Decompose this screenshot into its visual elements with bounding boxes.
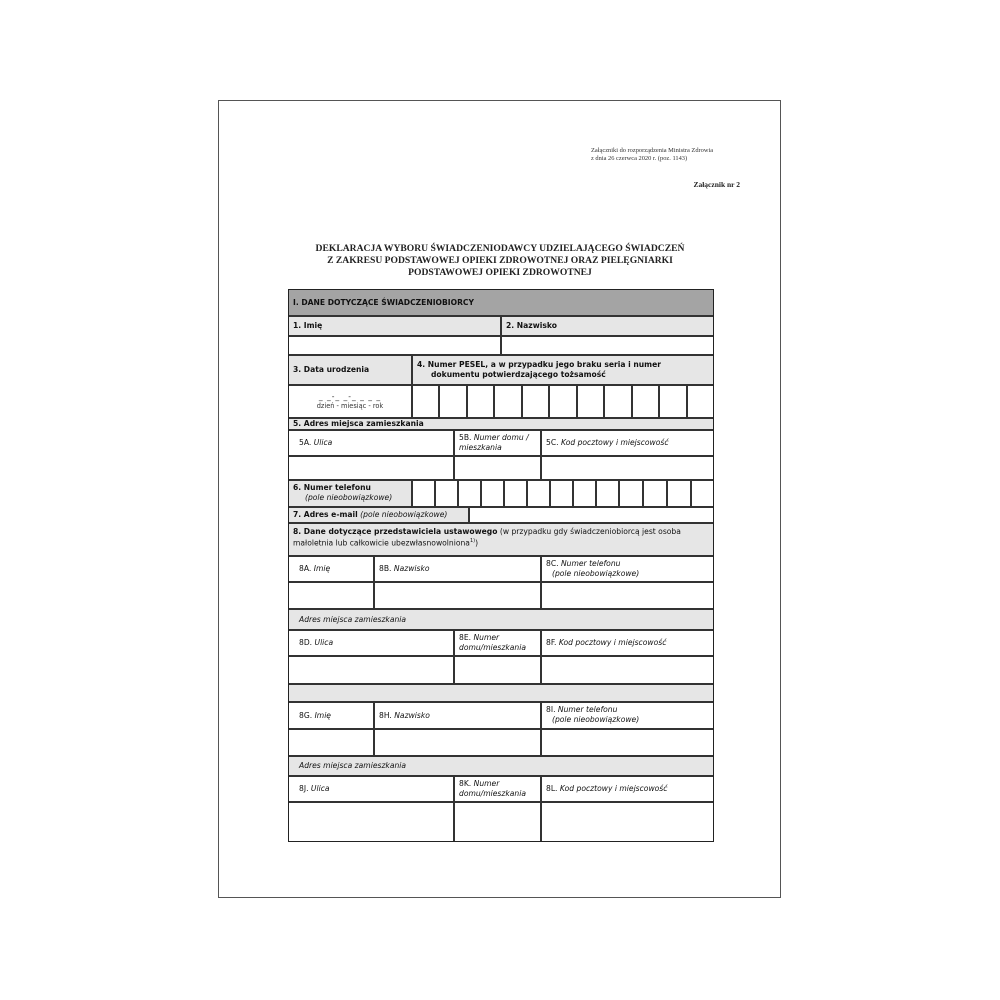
field-8g-first-name-label [288, 702, 374, 729]
field-8g-number: 8G. [299, 710, 313, 720]
title-line3: PODSTAWOWEJ OPIEKI ZDROWOTNEJ [408, 267, 592, 278]
field-8h-number: 8H. [379, 710, 392, 720]
annex-number: Załącznik nr 2 [693, 180, 740, 189]
rep2-house-number-input[interactable] [454, 802, 541, 842]
phone-digit-box[interactable] [458, 480, 481, 507]
birth-date-format-hint: dzień - miesiąc - rok [316, 401, 384, 410]
field-5c-text: Kod pocztowy i miejscowość [560, 438, 669, 448]
phone-digit-box[interactable] [504, 480, 527, 507]
title-line2: Z ZAKRESU PODSTAWOWEJ OPIEKI ZDROWOTNEJ ORAZ PIELĘGNIARKI [327, 255, 673, 266]
field-8k-number: 8K. [459, 779, 472, 788]
regulation-note-line1: Załączniki do rozporządzenia Ministra Zdrowia [591, 147, 714, 154]
field-8c-text: Numer telefonu [560, 559, 621, 568]
field-4-label-line2: dokumentu potwierdzającego tożsamość [431, 369, 606, 379]
field-4-label-line1: 4. Numer PESEL, a w przypadku jego braku seria i numer [417, 360, 661, 369]
phone-digit-box[interactable] [573, 480, 596, 507]
pesel-digit-box[interactable] [494, 385, 522, 418]
field-1-first-name-label: 1. Imię [288, 316, 501, 336]
rep2-last-name-input[interactable] [374, 729, 541, 756]
field-8e-text: Numer domu/mieszkania [459, 633, 526, 652]
phone-digit-box[interactable] [527, 480, 550, 507]
field-8-footnote: 1) [469, 537, 476, 544]
rep2-postal-city-input[interactable] [541, 802, 714, 842]
field-8l-postal-label [541, 776, 714, 802]
rep1-street-input[interactable] [288, 656, 454, 684]
field-8k-house-number-label [454, 776, 541, 802]
field-2-last-name-label: 2. Nazwisko [501, 316, 714, 336]
pesel-digit-box[interactable] [439, 385, 467, 418]
field-8k-text: Numer domu/mieszkania [459, 779, 526, 798]
rep1-postal-city-input[interactable] [541, 656, 714, 684]
field-5b-number: 5B. [459, 433, 472, 442]
declaration-form [288, 289, 714, 842]
rep2-phone-input[interactable] [541, 729, 714, 756]
field-8d-street-label [288, 630, 454, 656]
field-8-title: 8. Dane dotyczące przedstawiciela ustawowego [293, 527, 498, 536]
field-8i-note: (pole nieobowiązkowe) [552, 714, 640, 724]
field-5a-number: 5A. [299, 438, 312, 448]
pesel-digit-box[interactable] [467, 385, 494, 418]
field-8e-house-number-label [454, 630, 541, 656]
field-6-title: 6. Numer telefonu [293, 483, 371, 492]
field-8-condition: (w przypadku gdy świadczeniobiorcą jest osoba małoletnia lub całkowicie ubezwłasnowolniona [293, 527, 681, 548]
field-7-title: 7. Adres e-mail [293, 510, 358, 520]
field-8i-number: 8I. [546, 705, 556, 714]
pesel-digit-box[interactable] [632, 385, 659, 418]
field-5b-house-number-label [454, 430, 541, 456]
field-5b-text: Numer domu / mieszkania [459, 433, 529, 452]
field-8b-number: 8B. [379, 564, 392, 574]
phone-digit-box[interactable] [667, 480, 691, 507]
first-name-input[interactable] [288, 336, 501, 355]
pesel-digit-box[interactable] [412, 385, 439, 418]
phone-digit-box[interactable] [596, 480, 619, 507]
field-8a-number: 8A. [299, 564, 312, 574]
field-8f-number: 8F. [546, 638, 557, 648]
document-title [290, 243, 710, 279]
birth-date-placeholder: _ _-_ _-_ _ _ _ [318, 392, 382, 401]
rep1-phone-input[interactable] [541, 582, 714, 609]
field-8c-note: (pole nieobowiązkowe) [552, 568, 640, 578]
field-8d-number: 8D. [299, 638, 313, 648]
section-1-header: I. DANE DOTYCZĄCE ŚWIADCZENIOBIORCY [288, 289, 714, 316]
rep2-first-name-input[interactable] [288, 729, 374, 756]
field-3-birth-date-label: 3. Data urodzenia [288, 355, 412, 385]
field-4-pesel-label [412, 355, 714, 385]
rep1-first-name-input[interactable] [288, 582, 374, 609]
field-8g-text: Imię [314, 710, 331, 720]
pesel-digit-box[interactable] [604, 385, 632, 418]
street-input[interactable] [288, 456, 454, 480]
field-8c-phone-label [541, 556, 714, 582]
title-line1: DEKLARACJA WYBORU ŚWIADCZENIODAWCY UDZIELAJĄCEGO ŚWIADCZEŃ [315, 243, 685, 254]
rep2-street-input[interactable] [288, 802, 454, 842]
field-6-phone-label [288, 480, 412, 507]
field-8d-text: Ulica [314, 638, 334, 648]
field-5c-postal-label [541, 430, 714, 456]
birth-date-input[interactable] [288, 385, 412, 418]
field-7-email-label [288, 507, 469, 523]
field-8a-text: Imię [313, 564, 331, 574]
field-8b-last-name-label [374, 556, 541, 582]
field-8f-postal-label [541, 630, 714, 656]
field-8c-number: 8C. [546, 559, 559, 568]
field-8h-text: Nazwisko [394, 710, 430, 720]
field-8a-first-name-label [288, 556, 374, 582]
field-8-representative-label [288, 523, 714, 556]
phone-digit-box[interactable] [619, 480, 643, 507]
pesel-digit-box[interactable] [659, 385, 687, 418]
pesel-digit-box[interactable] [687, 385, 714, 418]
field-8j-street-label [288, 776, 454, 802]
field-8-closing: ) [475, 538, 479, 548]
email-input[interactable] [469, 507, 714, 523]
phone-digit-box[interactable] [550, 480, 573, 507]
field-7-note: (pole nieobowiązkowe) [360, 510, 448, 520]
field-5a-text: Ulica [313, 438, 333, 448]
field-5c-number: 5C. [546, 438, 559, 448]
field-6-note: (pole nieobowiązkowe) [305, 492, 393, 502]
postal-city-input[interactable] [541, 456, 714, 480]
field-8i-phone-label [541, 702, 714, 729]
representative-separator [288, 684, 714, 702]
regulation-note-line2: z dnia 26 czerwca 2020 r. (poz. 1143) [591, 155, 688, 162]
field-8i-text: Numer telefonu [557, 705, 618, 714]
field-5-address-label: 5. Adres miejsca zamieszkania [288, 418, 714, 430]
phone-digit-box[interactable] [691, 480, 714, 507]
field-5a-street-label [288, 430, 454, 456]
house-number-input[interactable] [454, 456, 541, 480]
rep1-last-name-input[interactable] [374, 582, 541, 609]
field-8j-text: Ulica [310, 784, 330, 794]
phone-digit-box[interactable] [643, 480, 667, 507]
field-8l-number: 8L. [546, 784, 558, 794]
field-8j-number: 8J. [299, 784, 309, 794]
regulation-note [591, 147, 761, 163]
pesel-digit-box[interactable] [577, 385, 604, 418]
field-8h-last-name-label [374, 702, 541, 729]
phone-digit-box[interactable] [412, 480, 435, 507]
rep1-house-number-input[interactable] [454, 656, 541, 684]
field-8f-text: Kod pocztowy i miejscowość [558, 638, 667, 648]
rep1-address-label: Adres miejsca zamieszkania [288, 609, 714, 630]
field-8e-number: 8E. [459, 633, 472, 642]
pesel-digit-box[interactable] [549, 385, 577, 418]
last-name-input[interactable] [501, 336, 714, 355]
phone-digit-box[interactable] [435, 480, 458, 507]
pesel-digit-box[interactable] [522, 385, 549, 418]
field-8b-text: Nazwisko [393, 564, 430, 574]
field-8l-text: Kod pocztowy i miejscowość [559, 784, 668, 794]
rep2-address-label: Adres miejsca zamieszkania [288, 756, 714, 776]
phone-digit-box[interactable] [481, 480, 504, 507]
